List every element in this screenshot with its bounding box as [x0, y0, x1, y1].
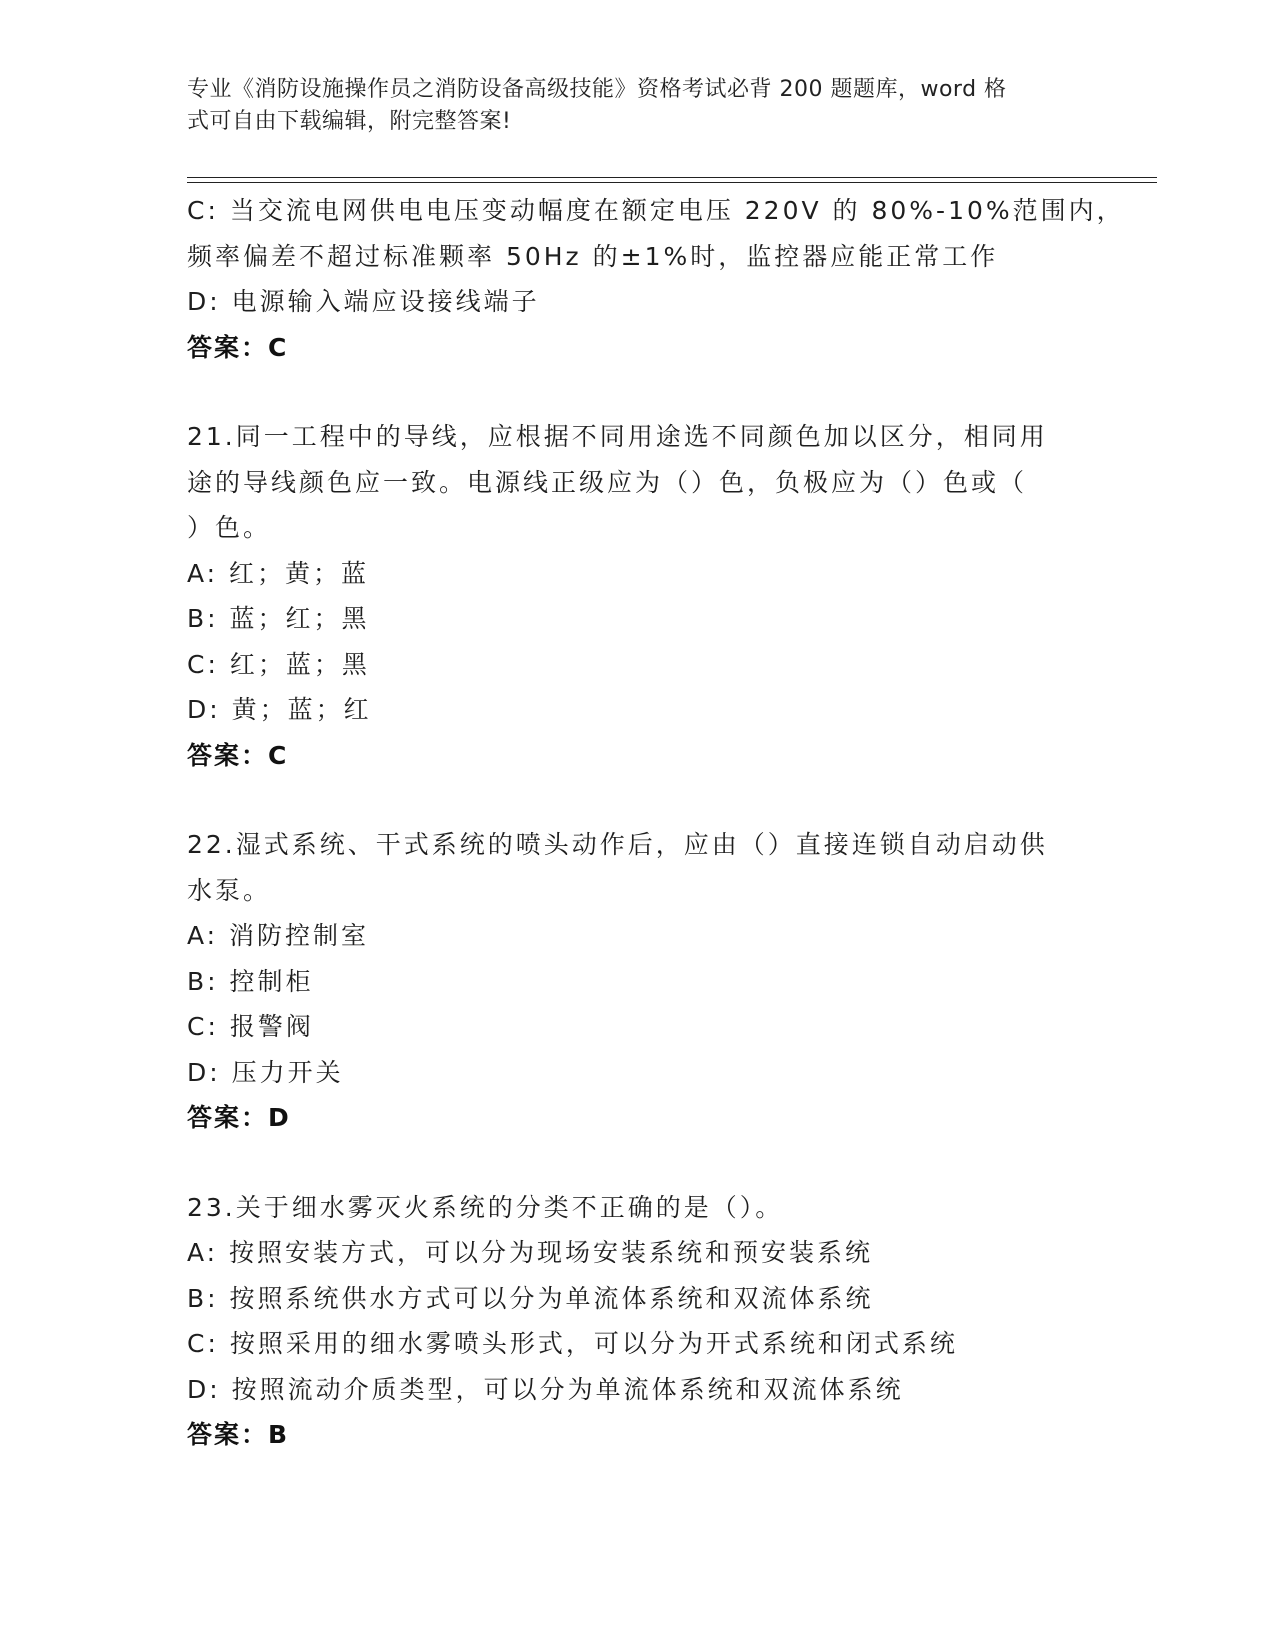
option-c-continued: 频率偏差不超过标准颗率 50Hz 的±1%时，监控器应能正常工作: [187, 241, 999, 271]
question-stem-continued: ）色。: [187, 513, 272, 542]
spacer: [187, 1141, 1087, 1185]
option-d: D: 黄；蓝；红: [187, 695, 372, 724]
question-stem-continued: 途的导线颜色应一致。电源线正级应为（）色，负极应为（）色或（: [187, 467, 1028, 497]
header-line-1: 专业《消防设施操作员之消防设备高级技能》资格考试必背 200 题题库，word 格: [187, 77, 1007, 102]
question-22: [187, 822, 1087, 1141]
question-list: [187, 188, 1125, 1458]
option-c: C: 红；蓝；黑: [187, 649, 370, 679]
question-stem-continued: 水泵。: [187, 875, 272, 905]
spacer: [187, 778, 1087, 822]
header-divider-bottom: [187, 182, 1157, 183]
question-23: [187, 1185, 1087, 1458]
answer: 答案：B: [187, 1420, 290, 1449]
answer: 答案：C: [187, 332, 289, 362]
option-d: D: 压力开关: [187, 1057, 344, 1087]
header-line-2: 式可自由下载编辑，附完整答案!: [187, 109, 512, 134]
option-b: B: 控制柜: [187, 966, 314, 996]
question-21: [187, 414, 1087, 778]
spacer: [187, 370, 1087, 414]
option-c: C: 按照采用的细水雾喷头形式，可以分为开式系统和闭式系统: [187, 1329, 958, 1358]
option-a: A: 消防控制室: [187, 921, 370, 950]
question-stem: 23.关于细水雾灭火系统的分类不正确的是（）。: [187, 1192, 784, 1222]
option-a: A: 红；黄；蓝: [187, 558, 370, 588]
option-d: D: 按照流动介质类型，可以分为单流体系统和双流体系统: [187, 1374, 904, 1404]
option-c: C: 报警阀: [187, 1012, 314, 1041]
option-b: B: 按照系统供水方式可以分为单流体系统和双流体系统: [187, 1283, 874, 1313]
option-a: A: 按照安装方式，可以分为现场安装系统和预安装系统: [187, 1238, 874, 1267]
answer: 答案：C: [187, 740, 289, 770]
question-stem: 22.湿式系统、干式系统的喷头动作后，应由（）直接连锁自动启动供: [187, 830, 1048, 859]
option-c: C: 当交流电网供电电压变动幅度在额定电压 220V 的 80%-10%范围内，: [187, 196, 1125, 225]
question-20-continued: [187, 188, 1125, 370]
option-d: D: 电源输入端应设接线端子: [187, 287, 540, 316]
document-header: [187, 74, 1067, 138]
option-b: B: 蓝；红；黑: [187, 604, 370, 633]
question-stem: 21.同一工程中的导线，应根据不同用途选不同颜色加以区分，相同用: [187, 422, 1048, 451]
answer: 答案：D: [187, 1103, 291, 1132]
header-divider-top: [187, 177, 1157, 178]
